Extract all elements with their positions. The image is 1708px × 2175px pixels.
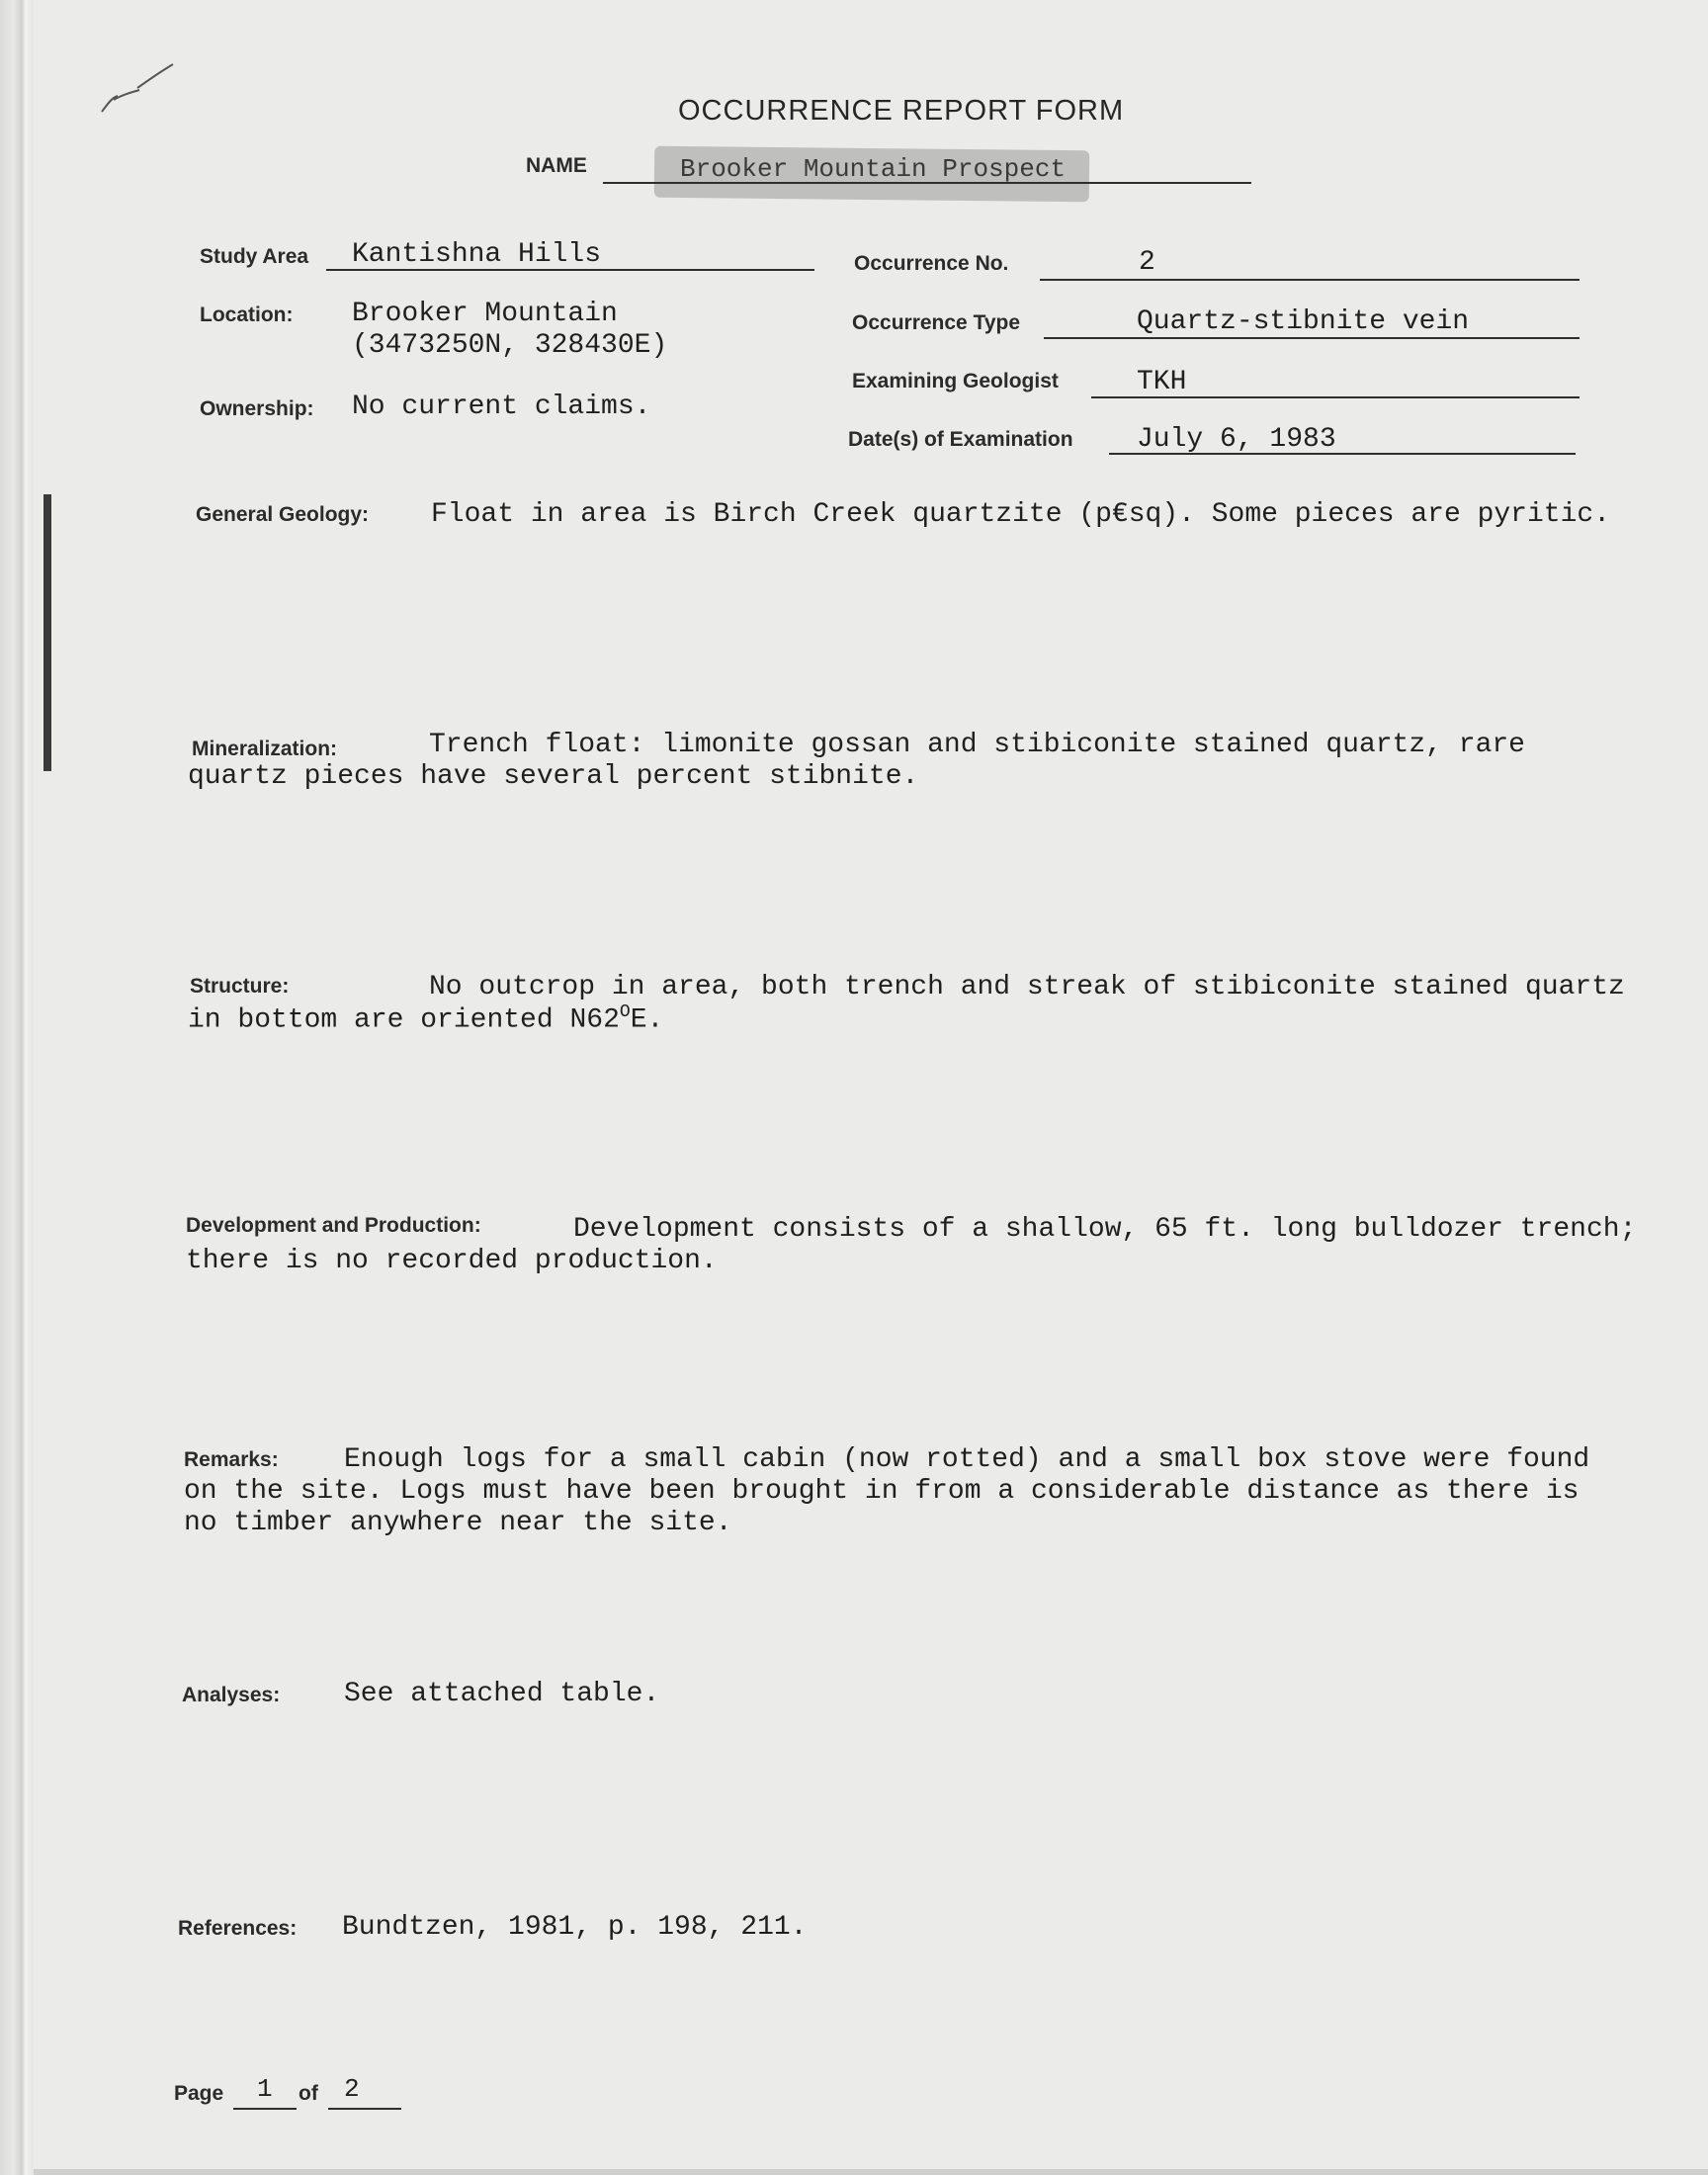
references-label: References: bbox=[178, 1917, 298, 1940]
of-label: of bbox=[299, 2082, 318, 2105]
general-geology-text: Float in area is Birch Creek quartzite (p€sq). Some pieces are pyritic. bbox=[431, 499, 1610, 530]
structure-line1: No outcrop in area, both trench and streak of stibiconite stained quartz bbox=[429, 972, 1625, 1002]
occurrence-no-label: Occurrence No. bbox=[854, 252, 1009, 275]
occurrence-type-underline bbox=[1044, 337, 1580, 339]
occurrence-type-value: Quartz-stibnite vein bbox=[1137, 306, 1470, 337]
mineralization-label: Mineralization: bbox=[192, 738, 338, 760]
structure-line2 bbox=[188, 1002, 663, 1035]
references-text: Bundtzen, 1981, p. 198, 211. bbox=[342, 1912, 808, 1943]
name-label: NAME bbox=[526, 154, 587, 177]
remarks-line3: no timber anywhere near the site. bbox=[184, 1508, 732, 1538]
form-title: OCCURRENCE REPORT FORM bbox=[678, 95, 1125, 127]
structure-line2-end: E. bbox=[630, 1004, 664, 1036]
general-geology-label: General Geology: bbox=[196, 503, 370, 526]
location-value-line1: Brooker Mountain bbox=[352, 299, 618, 329]
location-value-line2: (3473250N, 328430E) bbox=[352, 330, 668, 361]
occurrence-type-label: Occurrence Type bbox=[852, 311, 1021, 334]
occurrence-no-value: 2 bbox=[1139, 247, 1155, 278]
degree-mark: O bbox=[619, 1002, 631, 1022]
ownership-label: Ownership: bbox=[200, 397, 314, 420]
mineralization-line1: Trench float: limonite gossan and stibiconite stained quartz, rare bbox=[429, 730, 1525, 760]
development-label: Development and Production: bbox=[186, 1214, 481, 1237]
development-line1: Development consists of a shallow, 65 ft. long bulldozer trench; bbox=[573, 1214, 1637, 1245]
page-number: 1 bbox=[257, 2074, 273, 2104]
dates-label: Date(s) of Examination bbox=[848, 428, 1073, 451]
development-line2: there is no recorded production. bbox=[186, 1246, 718, 1276]
pencil-mark bbox=[94, 54, 183, 124]
structure-line2-text: in bottom are oriented N62 bbox=[188, 1004, 620, 1036]
ownership-value: No current claims. bbox=[352, 392, 651, 422]
remarks-label: Remarks: bbox=[184, 1448, 279, 1471]
page-total: 2 bbox=[344, 2074, 360, 2104]
binding-shadow bbox=[43, 494, 51, 771]
page-number-underline bbox=[233, 2108, 297, 2110]
dates-value: July 6, 1983 bbox=[1137, 424, 1336, 455]
study-area-value: Kantishna Hills bbox=[352, 239, 602, 270]
study-area-label: Study Area bbox=[200, 245, 309, 268]
page-edge bbox=[0, 0, 34, 2175]
name-value: Brooker Mountain Prospect bbox=[680, 154, 1067, 184]
remarks-line2: on the site. Logs must have been brought in from a considerable distance as there is bbox=[184, 1476, 1580, 1507]
examining-geologist-label: Examining Geologist bbox=[852, 370, 1059, 392]
location-label: Location: bbox=[200, 304, 294, 326]
page-label: Page bbox=[174, 2082, 224, 2105]
remarks-line1: Enough logs for a small cabin (now rotted) and a small box stove were found bbox=[344, 1444, 1590, 1475]
structure-label: Structure: bbox=[190, 975, 290, 998]
page-total-underline bbox=[328, 2108, 401, 2110]
analyses-label: Analyses: bbox=[182, 1684, 281, 1706]
examining-geologist-value: TKH bbox=[1137, 367, 1187, 397]
page-bottom-edge bbox=[34, 2169, 1708, 2175]
occurrence-no-underline bbox=[1040, 279, 1580, 281]
mineralization-line2: quartz pieces have several percent stibnite. bbox=[188, 761, 919, 792]
analyses-text: See attached table. bbox=[344, 1679, 660, 1709]
